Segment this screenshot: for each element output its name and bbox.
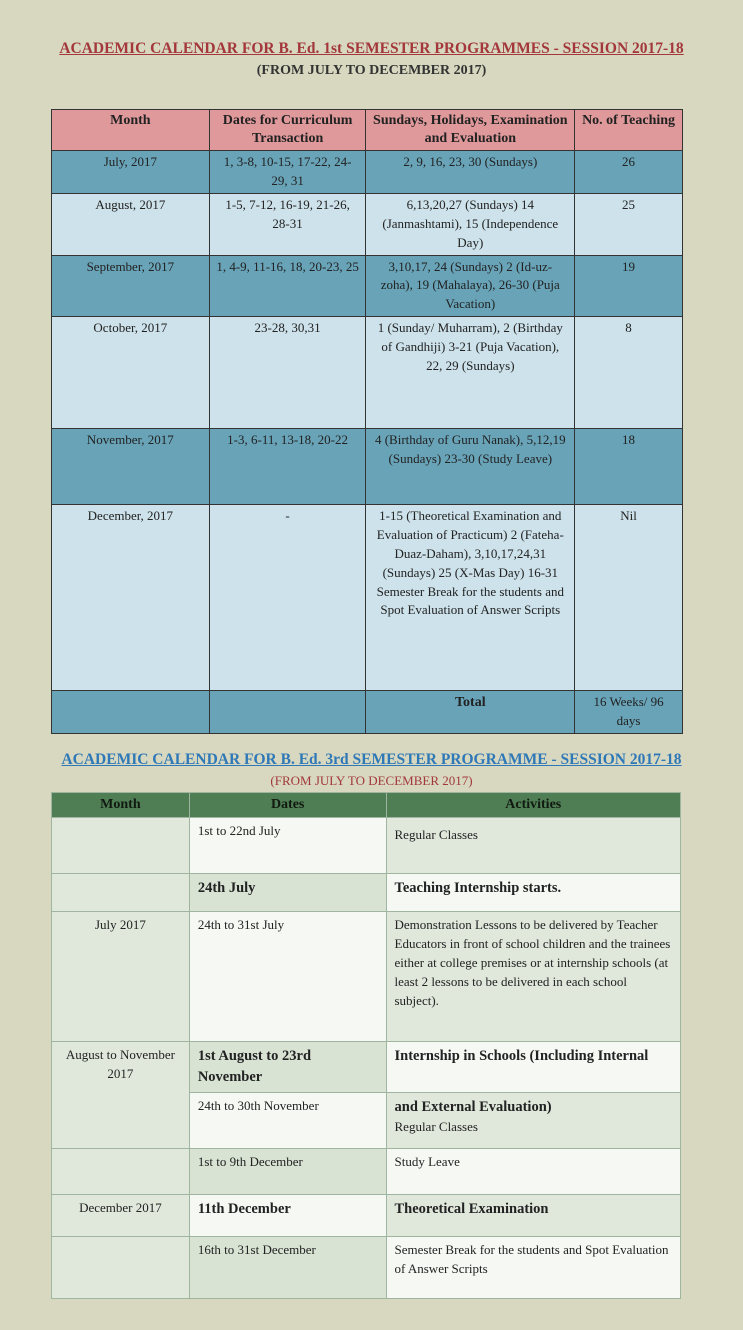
cell-dates: 23-28, 30,31 <box>209 317 366 429</box>
cell-dates: 1, 3-8, 10-15, 17-22, 24-29, 31 <box>209 151 366 194</box>
cell-days: 8 <box>575 317 683 429</box>
table-row <box>52 505 683 691</box>
total-value: 16 Weeks/ 96 days <box>575 691 683 734</box>
table-row <box>52 1149 681 1195</box>
cell-month: December 2017 <box>52 1195 190 1237</box>
title-sem3: ACADEMIC CALENDAR FOR B. Ed. 3rd SEMESTER PROGRAMME - SESSION 2017-18 <box>61 751 682 768</box>
cell-dates: 1-3, 6-11, 13-18, 20-22 <box>209 429 366 505</box>
cell-month <box>52 1149 190 1195</box>
cell-activity: Regular Classes <box>386 818 681 874</box>
table-row <box>52 1195 681 1237</box>
cell-month: September, 2017 <box>52 255 210 317</box>
cell-month <box>52 1237 190 1299</box>
cell-empty <box>209 691 366 734</box>
cell-holidays: 1 (Sunday/ Muharram), 2 (Birthday of Gandhiji) 3-21 (Puja Vacation), 22, 29 (Sundays) <box>366 317 575 429</box>
cell-days: 18 <box>575 429 683 505</box>
cell-dates: 11th December <box>189 1195 386 1237</box>
header-holidays: Sundays, Holidays, Examination and Evaluation <box>366 110 575 151</box>
header-month: Month <box>52 793 190 818</box>
cell-month: August to November 2017 <box>52 1042 190 1149</box>
cell-holidays: 1-15 (Theoretical Examination and Evaluation of Practicum) 2 (Fateha-Duaz-Daham), 3,10,17,24,31 (Sundays) 25 (X-Mas Day) 16-31 Semester Break for the students and Spot Evaluation of Answer Scripts <box>366 505 575 691</box>
table-row <box>52 874 681 912</box>
header-month: Month <box>52 110 210 151</box>
cell-activity: Teaching Internship starts. <box>386 874 681 912</box>
cell-dates: - <box>209 505 366 691</box>
cell-activity: Demonstration Lessons to be delivered by Teacher Educators in front of school children and the trainees either at college premises or at internship schools (at least 2 lessons to be delivered in each school subject). <box>386 912 681 1042</box>
cell-activity <box>386 1093 681 1149</box>
subtitle-sem3: (FROM JULY TO DECEMBER 2017) <box>270 773 473 788</box>
cell-days: Nil <box>575 505 683 691</box>
cell-empty <box>52 691 210 734</box>
subtitle-sem1: (FROM JULY TO DECEMBER 2017) <box>256 63 487 78</box>
sem3-table <box>51 792 681 1299</box>
cell-dates: 1-5, 7-12, 16-19, 21-26, 28-31 <box>209 194 366 256</box>
cell-month: July 2017 <box>52 912 190 1042</box>
cell-activity: Internship in Schools (Including Internal <box>386 1042 681 1093</box>
cell-dates: 24th July <box>189 874 386 912</box>
cell-dates: 16th to 31st December <box>189 1237 386 1299</box>
cell-dates: 1st to 22nd July <box>189 818 386 874</box>
header-dates: Dates <box>189 793 386 818</box>
table-row <box>52 151 683 194</box>
total-row <box>52 691 683 734</box>
cell-activity: Semester Break for the students and Spot Evaluation of Answer Scripts <box>386 1237 681 1299</box>
sem1-table <box>51 109 683 734</box>
cell-dates: 1st August to 23rd November <box>189 1042 386 1093</box>
cell-month: December, 2017 <box>52 505 210 691</box>
header-dates: Dates for Curriculum Transaction <box>209 110 366 151</box>
cell-activity: Theoretical Examination <box>386 1195 681 1237</box>
cell-month <box>52 874 190 912</box>
table-row <box>52 317 683 429</box>
cell-holidays: 6,13,20,27 (Sundays) 14 (Janmashtami), 15 (Independence Day) <box>366 194 575 256</box>
table-row <box>52 194 683 256</box>
table-row <box>52 912 681 1042</box>
cell-month: July, 2017 <box>52 151 210 194</box>
cell-holidays: 2, 9, 16, 23, 30 (Sundays) <box>366 151 575 194</box>
table-row <box>52 255 683 317</box>
cell-month: November, 2017 <box>52 429 210 505</box>
table-row <box>52 1237 681 1299</box>
header-activities: Activities <box>386 793 681 818</box>
title-sem1: ACADEMIC CALENDAR FOR B. Ed. 1st SEMESTER PROGRAMMES - SESSION 2017-18 <box>59 40 684 57</box>
activity-line: Regular Classes <box>394 1119 478 1135</box>
cell-dates: 1st to 9th December <box>189 1149 386 1195</box>
cell-days: 19 <box>575 255 683 317</box>
cell-dates: 1, 4-9, 11-16, 18, 20-23, 25 <box>209 255 366 317</box>
cell-activity: Study Leave <box>386 1149 681 1195</box>
cell-month: October, 2017 <box>52 317 210 429</box>
cell-holidays: 4 (Birthday of Guru Nanak), 5,12,19 (Sundays) 23-30 (Study Leave) <box>366 429 575 505</box>
cell-days: 26 <box>575 151 683 194</box>
cell-month: August, 2017 <box>52 194 210 256</box>
cell-dates: 24th to 31st July <box>189 912 386 1042</box>
cell-dates: 24th to 30th November <box>189 1093 386 1149</box>
activity-line: and External Evaluation) <box>394 1099 552 1116</box>
header-teaching: No. of Teaching <box>575 110 683 151</box>
cell-days: 25 <box>575 194 683 256</box>
table-row <box>52 1042 681 1093</box>
table-row <box>52 429 683 505</box>
total-label: Total <box>366 691 575 734</box>
cell-month <box>52 818 190 874</box>
table-row <box>52 818 681 874</box>
cell-holidays: 3,10,17, 24 (Sundays) 2 (Id-uz-zoha), 19 (Mahalaya), 26-30 (Puja Vacation) <box>366 255 575 317</box>
